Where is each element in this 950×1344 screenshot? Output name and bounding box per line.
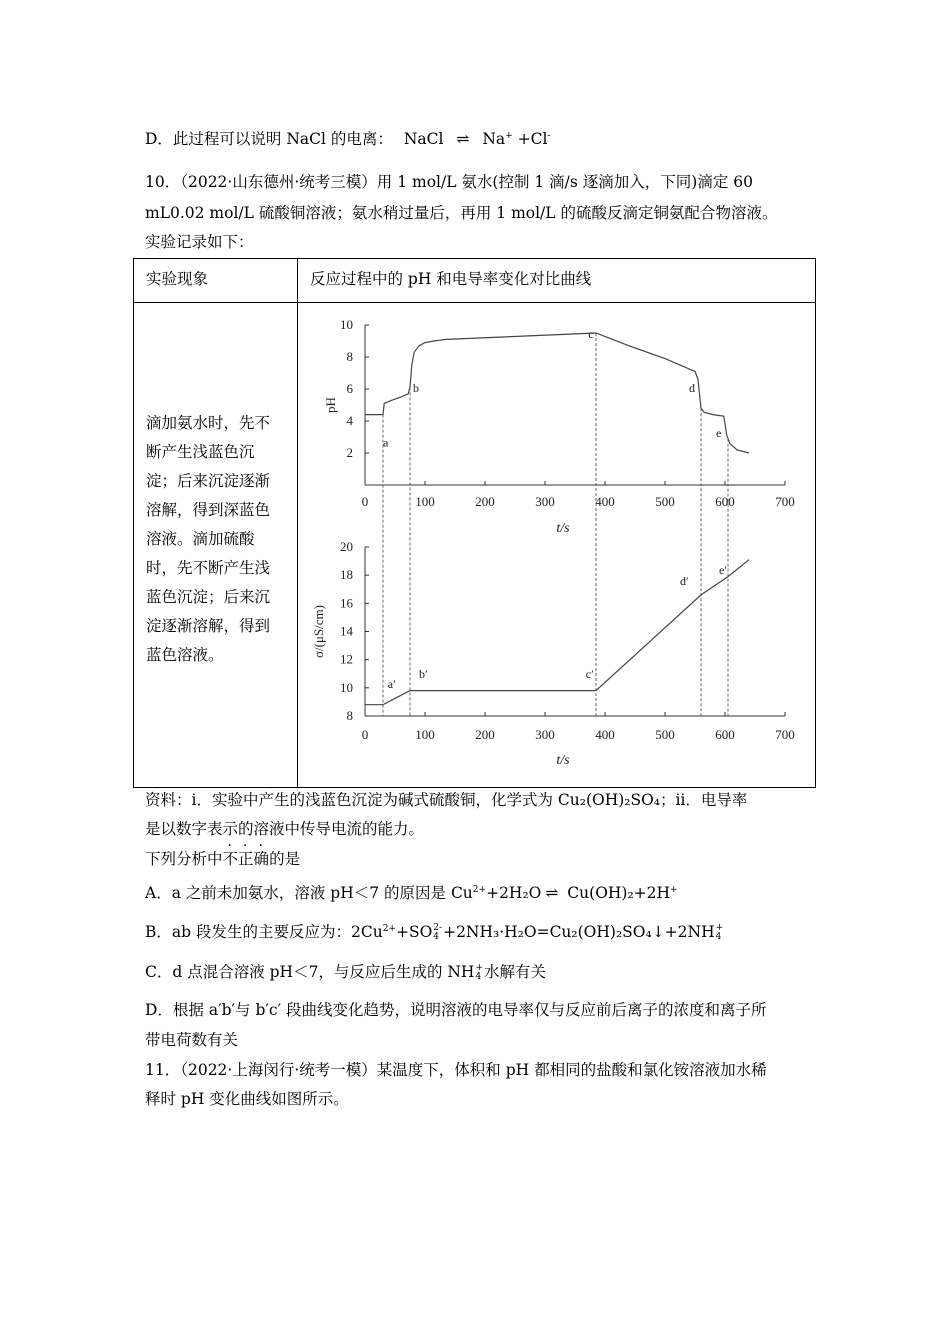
- ph-x-tick-label: 700: [775, 494, 795, 509]
- option-d-line1: D．根据 a′b′与 b′c′ 段曲线变化趋势，说明溶液的电导率仅与反应前后离子的浓度和离子所: [145, 1001, 767, 1019]
- ph-y-tick-label: 2: [346, 445, 353, 460]
- sigma-y-tick-label: 12: [340, 651, 353, 667]
- observation-cell: [134, 303, 298, 788]
- ph-x-axis-label: t/s: [556, 521, 570, 536]
- table-header-left: 实验现象: [134, 259, 298, 303]
- ph-x-tick-label: 200: [475, 494, 495, 509]
- question-ask: 下列分析中不正确的是: [145, 850, 301, 868]
- sigma-x-tick-label: 400: [595, 727, 615, 742]
- sigma-x-tick-label: 700: [775, 727, 795, 742]
- sigma-point-label-c-prime: c′: [585, 666, 594, 681]
- prev-option-d: D．此过程可以说明 NaCl 的电离： NaCl ⇌ Na+ +Cl-: [145, 130, 551, 148]
- ph-point-label-c: c: [588, 326, 594, 341]
- table-header-right: 反应过程中的 pH 和电导率变化对比曲线: [298, 259, 816, 303]
- sigma-y-tick-label: 18: [340, 567, 353, 583]
- ph-y-tick-label: 8: [346, 349, 353, 364]
- sigma-y-tick-label: 20: [340, 539, 353, 554]
- sigma-x-tick-label: 100: [415, 727, 435, 742]
- ph-y-tick-label: 10: [340, 317, 353, 332]
- ph-x-tick-label: 0: [361, 494, 369, 509]
- ph-x-tick-label: 100: [415, 494, 435, 509]
- ph-point-label-d: d: [689, 381, 695, 396]
- sigma-x-tick-label: 200: [475, 727, 495, 742]
- q11-line1: 11．（2022·上海闵行·统考一模）某温度下，体积和 pH 都相同的盐酸和氯化铵溶液加水稀: [145, 1061, 767, 1079]
- ph-y-tick-label: 4: [346, 413, 353, 428]
- option-a: A．a 之前未加氨水，溶液 pH＜7 的原因是 $Cu^{2+}+2H_2O$ ⇌ Cu(OH)₂+2H+: [145, 884, 678, 902]
- sigma-x-tick-label: 300: [535, 727, 555, 742]
- note-line2: 是以数字表示的溶液中传导电流的能力。: [145, 820, 425, 838]
- experiment-table: [133, 258, 816, 788]
- sigma-y-tick-label: 8: [346, 708, 353, 723]
- equilibrium-arrow-icon: ⇌: [456, 130, 470, 148]
- ph-x-tick-label: 600: [715, 494, 735, 509]
- sigma-series-line: [365, 560, 749, 705]
- sigma-point-label-b-prime: b′: [419, 666, 428, 681]
- q10-line3: 实验记录如下：: [145, 233, 254, 251]
- sigma-x-tick-label: 500: [655, 727, 675, 742]
- sigma-y-tick-label: 10: [340, 679, 353, 695]
- sigma-x-tick-label: 600: [715, 727, 735, 742]
- q10-line2: mL0.02 mol/L 硫酸铜溶液；氨水稍过量后，再用 1 mol/L 的硫酸反滴定铜氨配合物溶液。: [145, 204, 778, 222]
- sigma-x-tick-label: 0: [361, 727, 369, 742]
- sigma-point-label-d-prime: d′: [680, 574, 689, 589]
- option-c: C．d 点混合溶液 pH＜7，与反应后生成的 NH + 4 水解有关: [145, 963, 547, 982]
- ph-x-tick-label: 400: [595, 494, 615, 509]
- option-b: B．ab 段发生的主要反应为：$2Cu^{2+}+SO$ 2- 4 +2NH₃·H₂O=Cu₂(OH)₂SO₄↓+2NH + 4: [145, 923, 724, 942]
- sigma-point-label-e-prime: e′: [719, 562, 727, 577]
- sigma-y-axis-label: σ/(μS/cm): [311, 605, 326, 658]
- ph-x-tick-label: 500: [655, 494, 675, 509]
- chart-cell: [298, 303, 816, 788]
- observation-text: 滴加氨水时，先不 断产生浅蓝色沉 淀；后来沉淀逐渐 溶解，得到深蓝色 溶液。滴加硫酸 时，先不断产生浅 蓝色沉淀；后来沉 淀逐渐溶解，得到 蓝色溶液。: [146, 414, 271, 664]
- option-d-line2: 带电荷数有关: [145, 1031, 239, 1049]
- ph-y-tick-label: 6: [346, 381, 353, 396]
- ph-y-axis-label: pH: [323, 397, 338, 413]
- note-line1: 资料：ⅰ．实验中产生的浅蓝色沉淀为碱式硫酸铜，化学式为 Cu₂(OH)₂SO₄；ⅱ．电导率: [145, 791, 748, 809]
- sigma-y-tick-label: 14: [340, 623, 353, 639]
- ph-point-label-e: e: [716, 426, 722, 440]
- ph-point-label-a: a: [383, 435, 389, 450]
- equilibrium-arrow-icon: ⇌: [545, 884, 559, 902]
- q11-line2: 释时 pH 变化曲线如图所示。: [145, 1090, 349, 1108]
- q10-line1: 10．（2022·山东德州·统考三模）用 1 mol/L 氨水(控制 1 滴/s 逐滴加入，下同)滴定 60: [145, 173, 753, 191]
- ph-point-label-b: b: [413, 381, 419, 396]
- ph-conductivity-charts: [298, 303, 813, 783]
- ph-x-tick-label: 300: [535, 494, 555, 509]
- sigma-y-tick-label: 16: [340, 595, 353, 611]
- sigma-x-axis-label: t/s: [556, 753, 570, 768]
- sigma-point-label-a-prime: a′: [387, 676, 396, 691]
